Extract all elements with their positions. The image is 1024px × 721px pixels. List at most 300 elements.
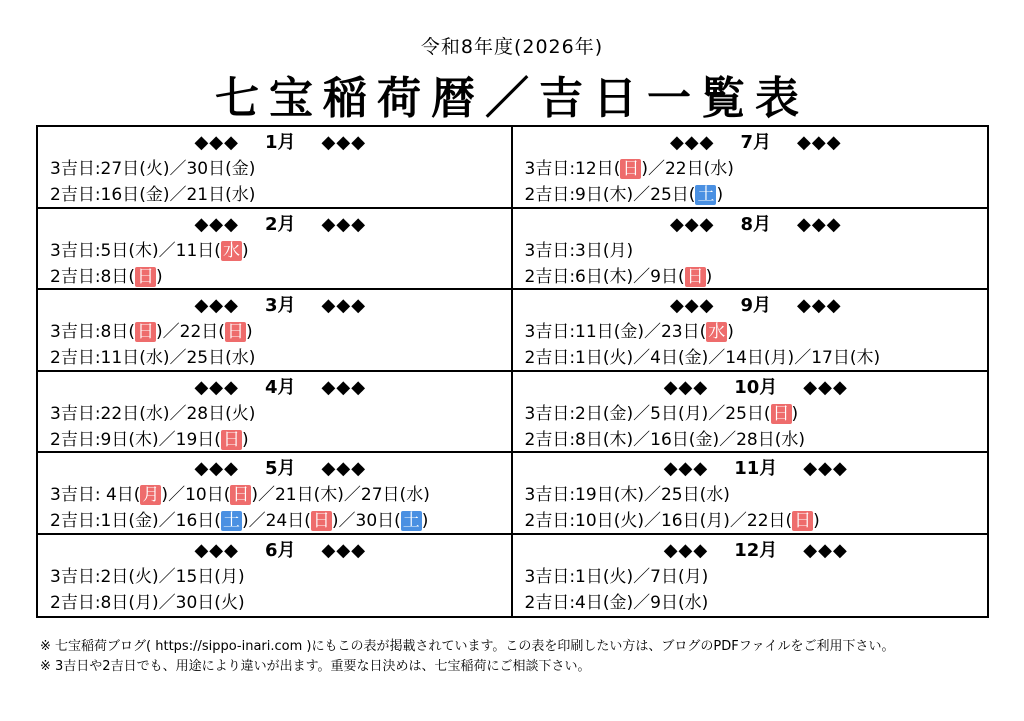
day-date: 4日: [105, 485, 134, 505]
paren-close: ): [791, 403, 799, 424]
paren-open: (: [677, 266, 685, 287]
rank-label: 2吉日:: [524, 185, 576, 205]
paren-open: (: [214, 511, 221, 531]
day-date: 28日: [736, 429, 775, 450]
day-date: 16日: [650, 429, 689, 450]
paren-open: (: [128, 566, 136, 587]
paren-close: ): [716, 185, 724, 205]
month-name: 9月: [740, 295, 772, 316]
separator: ／: [162, 322, 180, 342]
month-header: [50, 211, 511, 238]
weekday: 日: [312, 511, 330, 531]
paren-close: ): [873, 348, 881, 368]
day-date: 15日: [175, 566, 215, 587]
day-date: 2日: [575, 403, 603, 424]
day-date: 8日: [100, 592, 129, 613]
weekday: 月: [684, 403, 702, 424]
lucky-day: [101, 593, 159, 613]
paren-open: (: [225, 159, 232, 179]
weekday: 金: [135, 511, 153, 531]
paren-close: ): [152, 429, 159, 450]
day-date: 8日: [100, 322, 129, 342]
day-date: 7日: [650, 566, 678, 587]
day-date: 30日: [186, 159, 226, 179]
day-date: 21日: [274, 485, 314, 505]
rank-label: 3吉日:: [524, 159, 576, 179]
diamond-ornament-left: ◆◆◆: [669, 295, 715, 316]
paren-close: ): [156, 266, 163, 287]
month-cell: [513, 372, 988, 454]
lucky-day: [101, 511, 159, 531]
lucky-day: [747, 511, 820, 531]
separator: ／: [633, 348, 651, 368]
lucky-day: [575, 241, 633, 261]
calendar-title: 七宝稲荷暦／吉日一覧表: [215, 73, 809, 124]
paren-open: (: [602, 266, 610, 287]
diamond-ornament-right: ◆◆◆: [803, 376, 848, 398]
lucky-day: [275, 485, 344, 505]
lucky-day-line: [50, 564, 511, 590]
day-date: 4日: [575, 592, 603, 613]
separator: ／: [169, 185, 187, 205]
month-name: 5月: [264, 458, 296, 479]
diamond-ornament-right: ◆◆◆: [321, 458, 367, 479]
day-date: 11日: [100, 348, 140, 368]
weekday: 金: [620, 322, 638, 342]
rank-label: 3吉日:: [50, 159, 101, 179]
paren-open: (: [602, 429, 610, 450]
rank-label: 3吉日:: [50, 240, 101, 261]
day-date: 17日: [811, 348, 850, 368]
month-header: [50, 455, 511, 482]
separator: ／: [248, 511, 266, 531]
day-date: 22日: [100, 403, 140, 424]
lucky-day: [575, 567, 633, 587]
lucky-day: [811, 348, 880, 368]
day-date: 22日: [179, 322, 219, 342]
separator: ／: [633, 266, 651, 287]
lucky-day: [661, 322, 734, 342]
day-date: 10日: [575, 511, 614, 531]
lucky-day: [650, 348, 708, 368]
lucky-day-line: [525, 238, 988, 264]
day-date: 21日: [186, 185, 226, 205]
separator: ／: [158, 592, 176, 613]
paren-close: ): [337, 485, 344, 505]
month-cell: [38, 372, 513, 454]
weekday: 月: [609, 240, 627, 261]
lucky-day-line: [525, 182, 988, 208]
paren-open: (: [394, 511, 401, 531]
day-date: 5日: [100, 240, 129, 261]
weekday: 日: [222, 429, 240, 450]
paren-open: (: [304, 511, 311, 531]
lucky-day: [575, 267, 633, 287]
lucky-day: [101, 241, 159, 261]
separator: ／: [169, 159, 187, 179]
paren-close: ): [626, 566, 634, 587]
separator: ／: [168, 485, 186, 505]
weekday: 金: [695, 429, 713, 450]
month-name: 4月: [264, 376, 296, 398]
month-header: [525, 455, 988, 482]
day-date: 3日: [575, 240, 603, 261]
rank-label: 3吉日:: [524, 403, 576, 424]
diamond-ornament-right: ◆◆◆: [803, 458, 848, 479]
lucky-day: [665, 159, 734, 179]
separator: ／: [169, 403, 187, 424]
separator: ／: [633, 403, 651, 424]
day-date: 24日: [265, 511, 305, 531]
paren-open: (: [223, 485, 231, 505]
rank-label: 2吉日:: [50, 429, 101, 450]
lucky-day-line: [50, 319, 511, 345]
day-date: 25日: [660, 485, 700, 505]
paren-close: ): [626, 185, 634, 205]
lucky-day-line: [525, 264, 988, 290]
weekday: 日: [686, 266, 704, 287]
paren-close: ): [637, 511, 644, 531]
lucky-day-line: [50, 345, 511, 371]
paren-open: (: [613, 485, 621, 505]
paren-close: ): [701, 566, 709, 587]
weekday: 水: [231, 348, 249, 368]
day-date: 19日: [575, 485, 614, 505]
paren-open: (: [399, 485, 407, 505]
paren-close: ): [727, 322, 734, 342]
lucky-day-line: [525, 319, 988, 345]
separator: ／: [643, 485, 661, 505]
paren-close: ): [701, 592, 709, 613]
lucky-day: [361, 485, 430, 505]
lucky-day: [101, 322, 163, 342]
weekday: 水: [708, 322, 726, 342]
rank-label: 2吉日:: [524, 266, 576, 287]
paren-open: (: [677, 566, 685, 587]
lucky-day: [575, 404, 633, 424]
day-date: 8日: [575, 429, 603, 450]
day-date: 11日: [575, 322, 614, 342]
lucky-day-line: [525, 427, 988, 453]
lucky-day: [650, 593, 708, 613]
day-date: 22日: [746, 511, 786, 531]
paren-open: (: [214, 429, 221, 450]
weekday: 日: [622, 159, 640, 179]
lucky-day-line: [50, 156, 511, 182]
paren-open: (: [225, 348, 232, 368]
day-date: 9日: [575, 185, 603, 205]
month-header: [525, 211, 988, 238]
diamond-ornament-left: ◆◆◆: [194, 213, 239, 235]
weekday: 水: [706, 485, 724, 505]
weekday: 火: [231, 403, 249, 424]
paren-close: ): [237, 566, 245, 587]
lucky-day-line: [50, 238, 511, 264]
paren-close: ): [162, 185, 170, 205]
weekday: 木: [620, 485, 638, 505]
lucky-day-line: [525, 156, 988, 182]
lucky-day: [575, 322, 644, 342]
paren-close: ): [162, 159, 170, 179]
diamond-ornament-left: ◆◆◆: [194, 132, 239, 153]
paren-close: ): [162, 348, 170, 368]
paren-open: (: [133, 485, 141, 505]
paren-close: ): [626, 266, 634, 287]
lucky-days-grid: [36, 125, 989, 618]
separator: ／: [338, 511, 356, 531]
paren-open: (: [849, 348, 857, 368]
weekday: 水: [222, 240, 240, 261]
paren-close: ): [701, 403, 709, 424]
weekday: 月: [770, 348, 788, 368]
lucky-day-line: [525, 401, 988, 427]
paren-close: ): [641, 159, 648, 179]
paren-open: (: [139, 403, 146, 424]
month-name: 7月: [740, 132, 772, 153]
lucky-day: [176, 567, 245, 587]
weekday: 木: [856, 348, 874, 368]
rank-label: 2吉日:: [50, 348, 101, 368]
paren-close: ): [723, 511, 730, 531]
separator: ／: [169, 348, 187, 368]
month-cell: [38, 290, 513, 372]
paren-open: (: [774, 429, 782, 450]
rank-label: 3吉日:: [524, 322, 576, 342]
rank-label: 2吉日:: [50, 266, 101, 287]
weekday: 金: [231, 159, 249, 179]
diamond-ornament-right: ◆◆◆: [321, 132, 367, 153]
lucky-day: [101, 404, 170, 424]
paren-close: ): [701, 348, 709, 368]
month-cell: [513, 209, 988, 291]
paren-close: ): [152, 511, 159, 531]
diamond-ornament-left: ◆◆◆: [194, 295, 239, 316]
diamond-ornament-left: ◆◆◆: [669, 213, 715, 235]
weekday: 水: [781, 429, 799, 450]
month-cell: [38, 127, 513, 209]
lucky-day-line: [525, 482, 988, 508]
diamond-ornament-left: ◆◆◆: [663, 539, 709, 561]
paren-close: ): [245, 322, 253, 342]
lucky-day-line: [50, 401, 511, 427]
month-cell: [513, 127, 988, 209]
diamond-ornament-right: ◆◆◆: [797, 213, 842, 235]
month-header: [525, 537, 988, 564]
day-date: 2日: [100, 566, 129, 587]
lucky-day: [661, 511, 730, 531]
lucky-day: [106, 485, 168, 505]
day-date: 25日: [186, 348, 226, 368]
lucky-day: [725, 348, 794, 368]
weekday: 火: [609, 566, 627, 587]
paren-close: ): [331, 511, 339, 531]
paren-close: ): [237, 592, 245, 613]
weekday: 木: [609, 185, 627, 205]
weekday: 水: [145, 348, 163, 368]
paren-close: ): [626, 240, 634, 261]
rank-label: 2吉日:: [50, 511, 101, 531]
lucky-day: [575, 593, 633, 613]
rank-label: 3吉日:: [50, 485, 106, 505]
weekday: 火: [220, 592, 238, 613]
day-date: 16日: [100, 185, 140, 205]
lucky-day-line: [525, 590, 988, 616]
paren-open: (: [613, 511, 621, 531]
month-header: [525, 129, 988, 156]
lucky-day-line: [50, 508, 511, 534]
paren-open: (: [699, 485, 707, 505]
paren-open: (: [602, 403, 610, 424]
day-date: 8日: [100, 266, 129, 287]
weekday: 日: [772, 403, 790, 424]
month-cell: [38, 453, 513, 535]
paren-open: (: [128, 429, 136, 450]
day-date: 14日: [725, 348, 764, 368]
paren-open: (: [688, 429, 696, 450]
rank-label: 3吉日:: [524, 240, 576, 261]
paren-open: (: [613, 159, 621, 179]
separator: ／: [647, 159, 665, 179]
weekday: 土: [402, 511, 420, 531]
weekday: 日: [232, 485, 250, 505]
weekday: 水: [710, 159, 728, 179]
paren-open: (: [128, 266, 136, 287]
paren-close: ): [248, 185, 256, 205]
lucky-day: [575, 430, 633, 450]
day-date: 25日: [650, 185, 689, 205]
weekday: 火: [609, 348, 627, 368]
lucky-day: [266, 511, 339, 531]
paren-open: (: [225, 185, 232, 205]
paren-close: ): [626, 348, 634, 368]
month-name: 12月: [734, 539, 778, 561]
weekday: 木: [609, 266, 627, 287]
lucky-day: [176, 430, 249, 450]
lucky-day: [725, 404, 798, 424]
month-cell: [38, 209, 513, 291]
lucky-day-line: [525, 508, 988, 534]
paren-close: ): [798, 429, 805, 450]
weekday: 日: [794, 511, 812, 531]
day-date: 9日: [650, 592, 678, 613]
weekday: 月: [142, 485, 160, 505]
month-cell: [38, 535, 513, 617]
paren-open: (: [602, 240, 610, 261]
paren-open: (: [613, 322, 621, 342]
weekday: 火: [145, 159, 163, 179]
lucky-day: [575, 511, 644, 531]
day-date: 28日: [186, 403, 226, 424]
month-name: 1月: [264, 132, 296, 153]
lucky-day: [101, 348, 170, 368]
month-header: [525, 374, 988, 401]
diamond-ornament-left: ◆◆◆: [194, 458, 239, 479]
day-date: 9日: [650, 266, 678, 287]
month-header: [50, 537, 511, 564]
lucky-day: [650, 430, 719, 450]
day-date: 6日: [575, 266, 603, 287]
lucky-day: [650, 404, 708, 424]
paren-close: ): [152, 592, 159, 613]
month-name: 3月: [264, 295, 296, 316]
rank-label: 3吉日:: [524, 566, 576, 587]
day-date: 16日: [660, 511, 700, 531]
day-date: 27日: [360, 485, 400, 505]
paren-open: (: [128, 240, 136, 261]
paren-close: ): [241, 429, 249, 450]
separator: ／: [643, 511, 661, 531]
lucky-day-line: [50, 482, 511, 508]
diamond-ornament-left: ◆◆◆: [194, 376, 239, 398]
day-date: 22日: [664, 159, 704, 179]
month-cell: [513, 290, 988, 372]
weekday: 金: [609, 403, 627, 424]
rank-label: 3吉日:: [50, 566, 101, 587]
month-name: 10月: [734, 376, 778, 398]
paren-close: ): [241, 511, 249, 531]
weekday: 金: [609, 592, 627, 613]
paren-close: ): [241, 240, 249, 261]
lucky-day: [101, 567, 159, 587]
day-date: 23日: [660, 322, 700, 342]
paren-close: ): [251, 485, 258, 505]
diamond-ornament-left: ◆◆◆: [663, 458, 709, 479]
diamond-ornament-right: ◆◆◆: [321, 376, 367, 398]
lucky-day: [575, 348, 633, 368]
weekday: 木: [609, 429, 627, 450]
day-date: 5日: [650, 403, 678, 424]
lucky-day: [186, 159, 255, 179]
lucky-day: [101, 185, 170, 205]
paren-close: ): [421, 511, 429, 531]
separator: ／: [794, 348, 812, 368]
weekday: 金: [145, 185, 163, 205]
paren-open: (: [218, 322, 225, 342]
lucky-day: [176, 511, 249, 531]
lucky-day: [186, 404, 255, 424]
paren-open: (: [602, 592, 610, 613]
paren-open: (: [214, 592, 221, 613]
weekday: 木: [320, 485, 338, 505]
paren-open: (: [699, 322, 707, 342]
paren-close: ): [787, 348, 795, 368]
day-date: 1日: [575, 348, 603, 368]
paren-close: ): [712, 429, 720, 450]
day-date: 30日: [355, 511, 395, 531]
lucky-day: [186, 185, 255, 205]
lucky-day-line: [50, 427, 511, 453]
paren-close: ): [637, 485, 644, 505]
month-name: 8月: [740, 213, 772, 235]
diamond-ornament-right: ◆◆◆: [803, 539, 848, 561]
lucky-day: [575, 185, 633, 205]
month-header: [525, 292, 988, 319]
lucky-day: [575, 159, 648, 179]
month-name: 11月: [734, 458, 778, 479]
lucky-day: [180, 322, 253, 342]
weekday: 火: [135, 566, 153, 587]
paren-close: ): [705, 266, 713, 287]
paren-open: (: [214, 566, 221, 587]
paren-close: ): [626, 403, 634, 424]
rank-label: 2吉日:: [524, 592, 576, 613]
separator: ／: [633, 429, 651, 450]
paren-open: (: [139, 185, 146, 205]
lucky-day: [661, 485, 730, 505]
paren-close: ): [626, 429, 634, 450]
weekday: 土: [222, 511, 240, 531]
separator: ／: [729, 511, 747, 531]
